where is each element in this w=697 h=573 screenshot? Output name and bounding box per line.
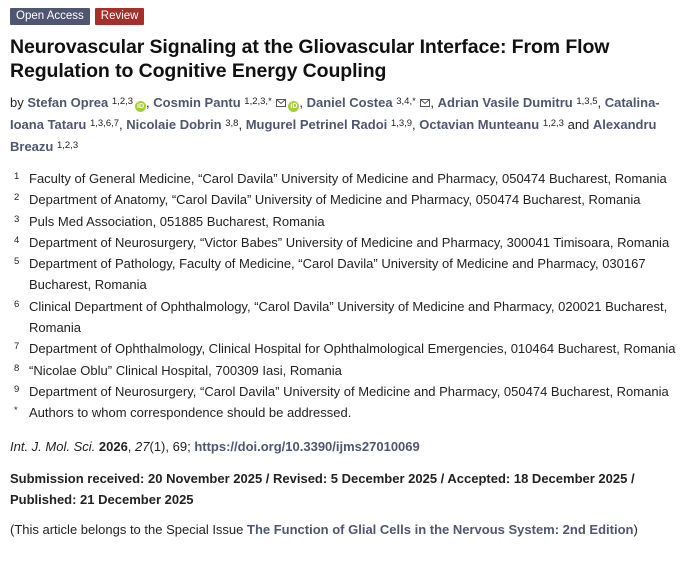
author-affiliation-refs: 1,3,9 [390, 118, 413, 129]
affiliation-row [10, 360, 690, 381]
author-name-link[interactable]: Nicolaie Dobrin [126, 117, 222, 132]
affiliation-number: 2 [14, 192, 20, 204]
author-name-link[interactable]: Octavian Munteanu [419, 117, 540, 132]
author-entry [438, 95, 598, 110]
author-affiliation-refs: 3,8 [225, 118, 239, 129]
author-name-link[interactable]: Adrian Vasile Dumitru [437, 95, 573, 110]
author-name-link[interactable]: Mugurel Petrinel Radoi [245, 117, 388, 132]
dates-line-1: Submission received: 20 November 2025 / Revised: 5 December 2025 / Accepted: 18 December 2025 / [10, 470, 635, 486]
affiliation-text: Faculty of General Medicine, “Carol Davila” University of Medicine and Pharmacy, 050474 Bucharest, Romania [29, 171, 667, 186]
affiliation-number: 5 [14, 256, 20, 268]
publication-dates [10, 468, 690, 511]
author-affiliation-refs: 1,3,5 [576, 96, 598, 107]
affiliation-text: Department of Pathology, Faculty of Medicine, “Carol Davila” University of Medicine and Pharmacy, 030167 Bucharest, Romania [29, 256, 646, 293]
special-issue-suffix: ) [633, 521, 638, 537]
affiliation-number: 4 [14, 234, 20, 246]
affiliation-list [10, 168, 690, 424]
affiliation-text: Clinical Department of Ophthalmology, “Carol Davila” University of Medicine and Pharmacy, 020021 Bucharest, Romania [29, 298, 668, 336]
author-affiliation-refs: 1,2,3 [111, 96, 134, 107]
affiliation-text: Department of Neurosurgery, “Victor Babes” University of Medicine and Pharmacy, 300041 Timisoara, Romania [29, 234, 670, 250]
special-issue-prefix: (This article belongs to the Special Issue [10, 521, 248, 537]
author-affiliation-refs: 1,2,3 [56, 140, 79, 151]
affiliation-row [10, 253, 690, 296]
author-entry [126, 117, 238, 132]
author-name-link[interactable]: Catalina-Ioana Tataru [10, 95, 660, 132]
badge-row [10, 8, 690, 25]
citation-issue-pages: (1), 69; [149, 438, 191, 454]
article-header [10, 8, 690, 539]
orcid-icon[interactable]: iD [290, 103, 298, 110]
affiliation-row [10, 189, 690, 210]
affiliation-number: 1 [14, 171, 20, 182]
affiliation-text: Authors to whom correspondence should be addressed. [29, 405, 352, 421]
affiliation-row [10, 211, 690, 232]
citation: Int. J. Mol. Sci. 2026, 27(1), 69; https://doi.org/10.3390/ijms27010069 [10, 438, 420, 454]
affiliation-row [10, 232, 690, 253]
author-affiliation-refs: 1,3,6,7 [89, 118, 120, 129]
citation-volume: 27 [135, 438, 150, 454]
author-name-link[interactable]: Cosmin Pantu [153, 95, 241, 110]
special-issue-link[interactable]: The Function of Glial Cells in the Nervous System: 2nd Edition [247, 521, 634, 537]
affiliation-text: “Nicolae Oblu” Clinical Hospital, 700309 Iasi, Romania [29, 362, 342, 378]
affiliation-row [10, 338, 690, 359]
author-entry [307, 95, 431, 110]
affiliation-text: Department of Neurosurgery, “Carol Davila” University of Medicine and Pharmacy, 050474 Bucharest, Romania [29, 383, 669, 399]
author-name-link[interactable]: Daniel Costea [306, 95, 393, 110]
dates-line-2: Published: 21 December 2025 [10, 492, 194, 508]
affiliation-row [10, 296, 690, 339]
author-entry [153, 95, 299, 110]
affiliation-number: 6 [14, 298, 20, 310]
affiliation-text: Department of Ophthalmology, Clinical Hospital for Ophthalmological Emergencies, 010464 Bucharest, Romania [29, 341, 676, 357]
author-affiliation-refs: 1,2,3,* [244, 96, 272, 107]
affiliation-row [10, 168, 690, 189]
affiliation-text: Puls Med Association, 051885 Bucharest, Romania [29, 213, 325, 229]
doi-link[interactable]: https://doi.org/10.3390/ijms27010069 [194, 438, 420, 454]
and-label: and [567, 117, 590, 132]
review-badge[interactable]: Review [95, 8, 145, 25]
affiliation-row [10, 381, 690, 402]
journal-name[interactable]: Int. J. Mol. Sci. [10, 438, 96, 454]
mail-icon[interactable] [420, 99, 430, 107]
citation-year: 2026 [98, 438, 128, 454]
affiliation-number: 7 [14, 341, 20, 353]
article-title: Neurovascular Signaling at the Gliovascular Interface: From Flow Regulation to Cognitive Energy Coupling [10, 36, 610, 82]
author-name-link[interactable]: Stefan Oprea [27, 95, 109, 110]
author-affiliation-refs: 3,4,* [396, 96, 416, 107]
author-entry [419, 117, 564, 132]
special-issue-note [10, 521, 690, 539]
author-affiliation-refs: 1,2,3 [542, 118, 564, 129]
affiliation-number: 9 [14, 383, 20, 395]
affiliation-number: 3 [14, 213, 20, 225]
by-label: by [10, 95, 28, 110]
open-access-badge[interactable]: Open Access [10, 8, 90, 25]
author-name-link[interactable]: Alexandru Breazu [10, 117, 657, 154]
author-entry [246, 117, 412, 132]
author-list: by Stefan Oprea $^{1,2,3}$ iD , Cosmin Pantu $^{1,2,3,*}$ iD , Daniel Costea $^{3,4,*}$ , Adrian Vasile Dumitru $^{1,3,5}$, Catalina-Ioana Tataru $^{1,3,6,7}$, Nicolaie Dobrin $^{3,8}$, Mugurel Petrinel Radoi $^{1,3,9}$, Octavian Munteanu $^{1,2,3}$ and Alexandru Breazu $^{1,2,3}$ [10, 95, 660, 154]
affiliation-number: * [14, 405, 18, 417]
affiliation-text: Department of Anatomy, “Carol Davila” University of Medicine and Pharmacy, 050474 Bucharest, Romania [29, 192, 641, 208]
orcid-icon[interactable]: iD [137, 103, 145, 110]
author-entry [27, 95, 146, 110]
mail-icon[interactable] [276, 99, 286, 107]
affiliation-number: 8 [14, 362, 20, 374]
affiliation-row [10, 402, 690, 423]
